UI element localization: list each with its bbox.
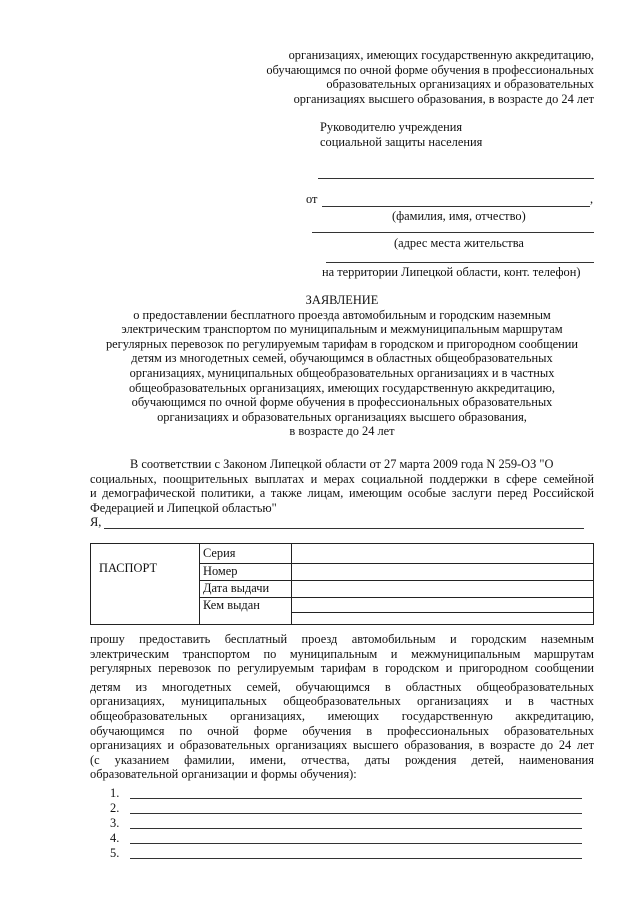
- address-line[interactable]: [312, 232, 594, 233]
- intro-paragraph: [90, 457, 594, 515]
- passport-series-label: Серия: [203, 546, 236, 560]
- child-line-4[interactable]: [130, 843, 582, 844]
- passport-label: ПАСПОРТ: [99, 561, 158, 575]
- body-line: общеобразовательных организациях, имеющих государственную аккредитацию,: [90, 708, 594, 723]
- body-line: прошу предоставить бесплатный проезд автомобильным и городским наземным: [90, 632, 594, 646]
- subject-line: о предоставлении бесплатного проезда автомобильным и городским наземным: [133, 307, 551, 322]
- intro-line: Федерацией и Липецкой областью": [90, 500, 277, 515]
- list-number: 5.: [110, 846, 120, 860]
- list-number: 1.: [110, 786, 120, 800]
- subject-line: организациях, муниципальных общеобразовательных организациях и в частных: [129, 365, 555, 380]
- subject-line: детям из многодетных семей, обучающимся в областных общеобразовательных: [131, 351, 553, 366]
- subject-line: общеобразовательных организациях, имеющих государственную аккредитацию,: [128, 380, 555, 395]
- subject-line: организациях и образовательных организациях высшего образования,: [157, 409, 527, 424]
- applicant-fullname-line[interactable]: [104, 528, 584, 529]
- body-line: организациях, муниципальных общеобразовательных организациях и в частных: [90, 694, 594, 709]
- header-line: организациях высшего образования, в возрасте до 24 лет: [293, 91, 594, 106]
- subject-line: обучающимся по очной форме обучения в профессиональных образовательных: [131, 395, 553, 410]
- child-line-2[interactable]: [130, 813, 582, 814]
- intro-line: и демографической политики, а также лицам, имеющим особые заслуги перед Российской: [90, 486, 594, 501]
- fio-caption: (фамилия, имя, отчество): [392, 209, 526, 223]
- passport-issued-by-label: Кем выдан: [203, 598, 260, 612]
- body-line: организациях и образовательных организациях высшего образования, в возрасте до 24 лет: [90, 738, 594, 753]
- from-comma: ,: [590, 192, 594, 206]
- header-line: обучающимся по очной форме обучения в профессиональных: [266, 62, 594, 77]
- body-line: (с указанием фамилии, имени, отчества, даты рождения детей, наименования: [90, 752, 594, 767]
- passport-number-label: Номер: [203, 564, 238, 578]
- passport-issue-date-label: Дата выдачи: [203, 581, 270, 595]
- child-line-1[interactable]: [130, 798, 582, 799]
- body-line: электрическим транспортом по муниципальным и межмуниципальным маршрутам: [90, 646, 594, 661]
- header-continuation: [200, 48, 594, 106]
- child-line-5[interactable]: [130, 858, 582, 859]
- subject-line: в возрасте до 24 лет: [289, 424, 395, 439]
- addressee-line: Руководителю учреждения: [320, 120, 463, 134]
- subject-line: электрическим транспортом по муниципальным и межмуниципальным маршрутам: [121, 322, 563, 337]
- address-caption: (адрес места жительства: [394, 236, 524, 250]
- ya-label: Я,: [90, 515, 102, 529]
- subject-line: регулярных перевозок по регулируемым тарифам в городском и пригородном сообщении: [105, 336, 579, 351]
- child-line-3[interactable]: [130, 828, 582, 829]
- address-line-2[interactable]: [326, 262, 594, 263]
- intro-line: социальных, поощрительных выплатах и мерах социальной поддержки в сфере семейной: [90, 471, 594, 486]
- list-number: 3.: [110, 816, 120, 830]
- addressee-line: социальной защиты населения: [320, 134, 483, 149]
- from-label: от: [306, 192, 318, 206]
- intro-line: В соответствии с Законом Липецкой области от 27 марта 2009 года N 259-ОЗ "О: [130, 457, 554, 471]
- body-line: образовательной организации и формы обучения):: [90, 767, 357, 782]
- body-line: регулярных перевозок по регулируемым тарифам в городском и пригородном сообщении: [90, 661, 594, 676]
- addressee-block: [320, 120, 482, 149]
- header-line: организациях, имеющих государственную аккредитацию,: [288, 48, 594, 62]
- list-number: 2.: [110, 801, 120, 815]
- addressee-name-line[interactable]: [318, 178, 594, 179]
- passport-divider: [199, 544, 200, 624]
- request-paragraph: [90, 632, 594, 782]
- passport-table: [90, 543, 594, 625]
- body-line: обучающимся по очной форме обучения в профессиональных образовательных: [90, 723, 594, 738]
- applicant-name-line[interactable]: [322, 206, 590, 207]
- body-line: детям из многодетных семей, обучающимся в областных общеобразовательных: [90, 679, 594, 694]
- passport-row-line: [199, 563, 593, 564]
- address-caption-2: на территории Липецкой области, конт. телефон): [322, 265, 581, 279]
- statement-title: ЗАЯВЛЕНИЕ: [305, 293, 379, 307]
- statement-heading: [90, 293, 594, 439]
- passport-row-line: [291, 612, 593, 613]
- list-number: 4.: [110, 831, 120, 845]
- header-line: образовательных организациях и образовательных: [326, 77, 594, 92]
